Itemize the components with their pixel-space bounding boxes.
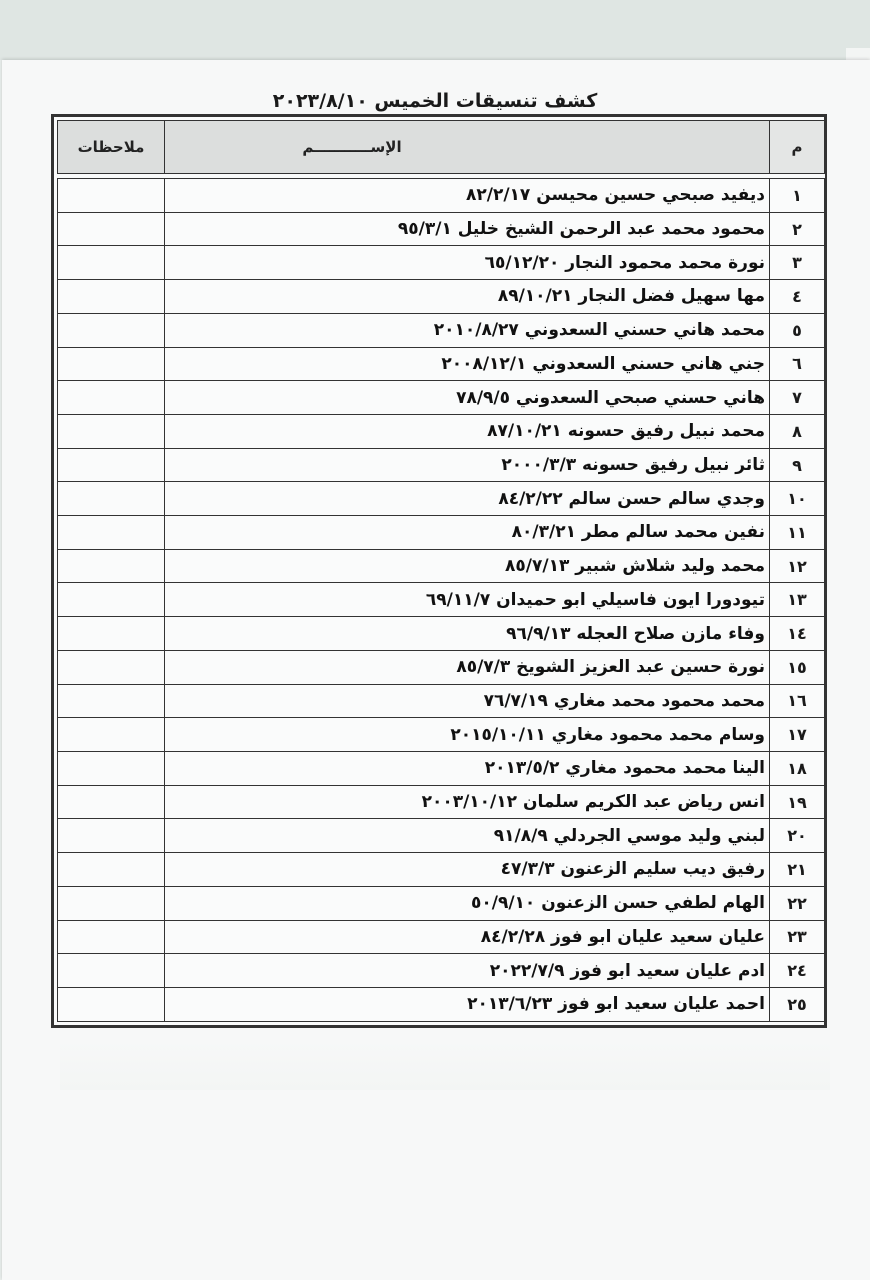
- row-number: ٣: [770, 246, 825, 280]
- background-top: [0, 0, 870, 60]
- table-row: [58, 246, 825, 280]
- header-name-label: الإســـــــــــم: [302, 138, 402, 156]
- row-name: محمد هاني حسني السعدوني ٢٠١٠/٨/٢٧: [165, 313, 770, 347]
- row-notes: [58, 280, 165, 314]
- row-number: ٢٤: [770, 954, 825, 988]
- row-number: ٥: [770, 313, 825, 347]
- row-name: لبني وليد موسي الجردلي ٩١/٨/٩: [165, 819, 770, 853]
- row-notes: [58, 853, 165, 887]
- row-name: محمد نبيل رفيق حسونه ٨٧/١٠/٢١: [165, 414, 770, 448]
- names-table: [57, 120, 825, 1022]
- row-number: ١: [770, 179, 825, 213]
- row-notes: [58, 313, 165, 347]
- row-number: ١٧: [770, 718, 825, 752]
- row-name: احمد عليان سعيد ابو فوز ٢٠١٣/٦/٢٣: [165, 987, 770, 1021]
- row-notes: [58, 920, 165, 954]
- row-notes: [58, 583, 165, 617]
- row-number: ١٥: [770, 650, 825, 684]
- table-row: [58, 886, 825, 920]
- row-name: جني هاني حسني السعدوني ٢٠٠٨/١٢/١: [165, 347, 770, 381]
- row-name: وفاء مازن صلاح العجله ٩٦/٩/١٣: [165, 617, 770, 651]
- row-number: ١٠: [770, 482, 825, 516]
- row-number: ٢١: [770, 853, 825, 887]
- row-name: تيودورا ايون فاسيلي ابو حميدان ٦٩/١١/٧: [165, 583, 770, 617]
- table-row: [58, 583, 825, 617]
- row-name: ثائر نبيل رفيق حسونه ٢٠٠٠/٣/٣: [165, 448, 770, 482]
- row-notes: [58, 751, 165, 785]
- row-notes: [58, 179, 165, 213]
- row-name: محمد وليد شلاش شبير ٨٥/٧/١٣: [165, 549, 770, 583]
- row-name: هاني حسني صبحي السعدوني ٧٨/٩/٥: [165, 381, 770, 415]
- row-notes: [58, 954, 165, 988]
- row-notes: [58, 785, 165, 819]
- table-header-row: [58, 121, 825, 174]
- row-number: ٨: [770, 414, 825, 448]
- table-row: [58, 482, 825, 516]
- row-notes: [58, 448, 165, 482]
- row-number: ١٨: [770, 751, 825, 785]
- row-notes: [58, 886, 165, 920]
- row-notes: [58, 617, 165, 651]
- row-notes: [58, 212, 165, 246]
- row-number: ١١: [770, 516, 825, 550]
- table-row: [58, 650, 825, 684]
- table-row: [58, 549, 825, 583]
- row-number: ١٦: [770, 684, 825, 718]
- row-number: ١٤: [770, 617, 825, 651]
- row-number: ١٣: [770, 583, 825, 617]
- row-notes: [58, 650, 165, 684]
- paper-lower-area: [60, 1040, 830, 1090]
- row-number: ١٢: [770, 549, 825, 583]
- table-row: [58, 381, 825, 415]
- row-name: محمود محمد عبد الرحمن الشيخ خليل ٩٥/٣/١: [165, 212, 770, 246]
- row-notes: [58, 381, 165, 415]
- row-name: الينا محمد محمود مغاري ٢٠١٣/٥/٢: [165, 751, 770, 785]
- row-notes: [58, 684, 165, 718]
- table-row: [58, 853, 825, 887]
- table-row: [58, 516, 825, 550]
- row-number: ٢٥: [770, 987, 825, 1021]
- header-name: [165, 121, 770, 174]
- header-number: م: [770, 121, 825, 174]
- row-name: الهام لطفي حسن الزعنون ٥٠/٩/١٠: [165, 886, 770, 920]
- row-number: ٦: [770, 347, 825, 381]
- row-number: ١٩: [770, 785, 825, 819]
- table-row: [58, 179, 825, 213]
- table-row: [58, 212, 825, 246]
- row-number: ٢: [770, 212, 825, 246]
- table-row: [58, 987, 825, 1021]
- table-row: [58, 347, 825, 381]
- row-name: نورة حسين عبد العزيز الشويخ ٨٥/٧/٣: [165, 650, 770, 684]
- row-name: مها سهيل فضل النجار ٨٩/١٠/٢١: [165, 280, 770, 314]
- row-name: ادم عليان سعيد ابو فوز ٢٠٢٢/٧/٩: [165, 954, 770, 988]
- row-notes: [58, 819, 165, 853]
- row-notes: [58, 516, 165, 550]
- row-number: ٧: [770, 381, 825, 415]
- row-notes: [58, 987, 165, 1021]
- row-name: نفين محمد سالم مطر ٨٠/٣/٢١: [165, 516, 770, 550]
- row-name: وسام محمد محمود مغاري ٢٠١٥/١٠/١١: [165, 718, 770, 752]
- row-name: وجدي سالم حسن سالم ٨٤/٢/٢٢: [165, 482, 770, 516]
- table-row: [58, 785, 825, 819]
- row-number: ٢٣: [770, 920, 825, 954]
- table-row: [58, 819, 825, 853]
- table-row: [58, 718, 825, 752]
- row-notes: [58, 414, 165, 448]
- row-notes: [58, 549, 165, 583]
- row-notes: [58, 482, 165, 516]
- table-row: [58, 617, 825, 651]
- row-number: ٩: [770, 448, 825, 482]
- names-table-frame: [51, 114, 827, 1028]
- row-name: عليان سعيد عليان ابو فوز ٨٤/٢/٢٨: [165, 920, 770, 954]
- table-row: [58, 751, 825, 785]
- table-row: [58, 280, 825, 314]
- row-notes: [58, 246, 165, 280]
- row-name: نورة محمد محمود النجار ٦٥/١٢/٢٠: [165, 246, 770, 280]
- row-number: ٢٠: [770, 819, 825, 853]
- table-row: [58, 448, 825, 482]
- table-row: [58, 920, 825, 954]
- row-name: رفيق ديب سليم الزعنون ٤٧/٣/٣: [165, 853, 770, 887]
- row-number: ٤: [770, 280, 825, 314]
- row-number: ٢٢: [770, 886, 825, 920]
- row-name: ديفيد صبحي حسين محيسن ٨٢/٢/١٧: [165, 179, 770, 213]
- row-name: انس رياض عبد الكريم سلمان ٢٠٠٣/١٠/١٢: [165, 785, 770, 819]
- document-title: كشف تنسيقات الخميس ٢٠٢٣/٨/١٠: [272, 90, 598, 112]
- row-name: محمد محمود محمد مغاري ٧٦/٧/١٩: [165, 684, 770, 718]
- table-row: [58, 313, 825, 347]
- header-notes: ملاحظات: [58, 121, 165, 174]
- table-row: [58, 954, 825, 988]
- table-row: [58, 414, 825, 448]
- row-notes: [58, 718, 165, 752]
- table-row: [58, 684, 825, 718]
- row-notes: [58, 347, 165, 381]
